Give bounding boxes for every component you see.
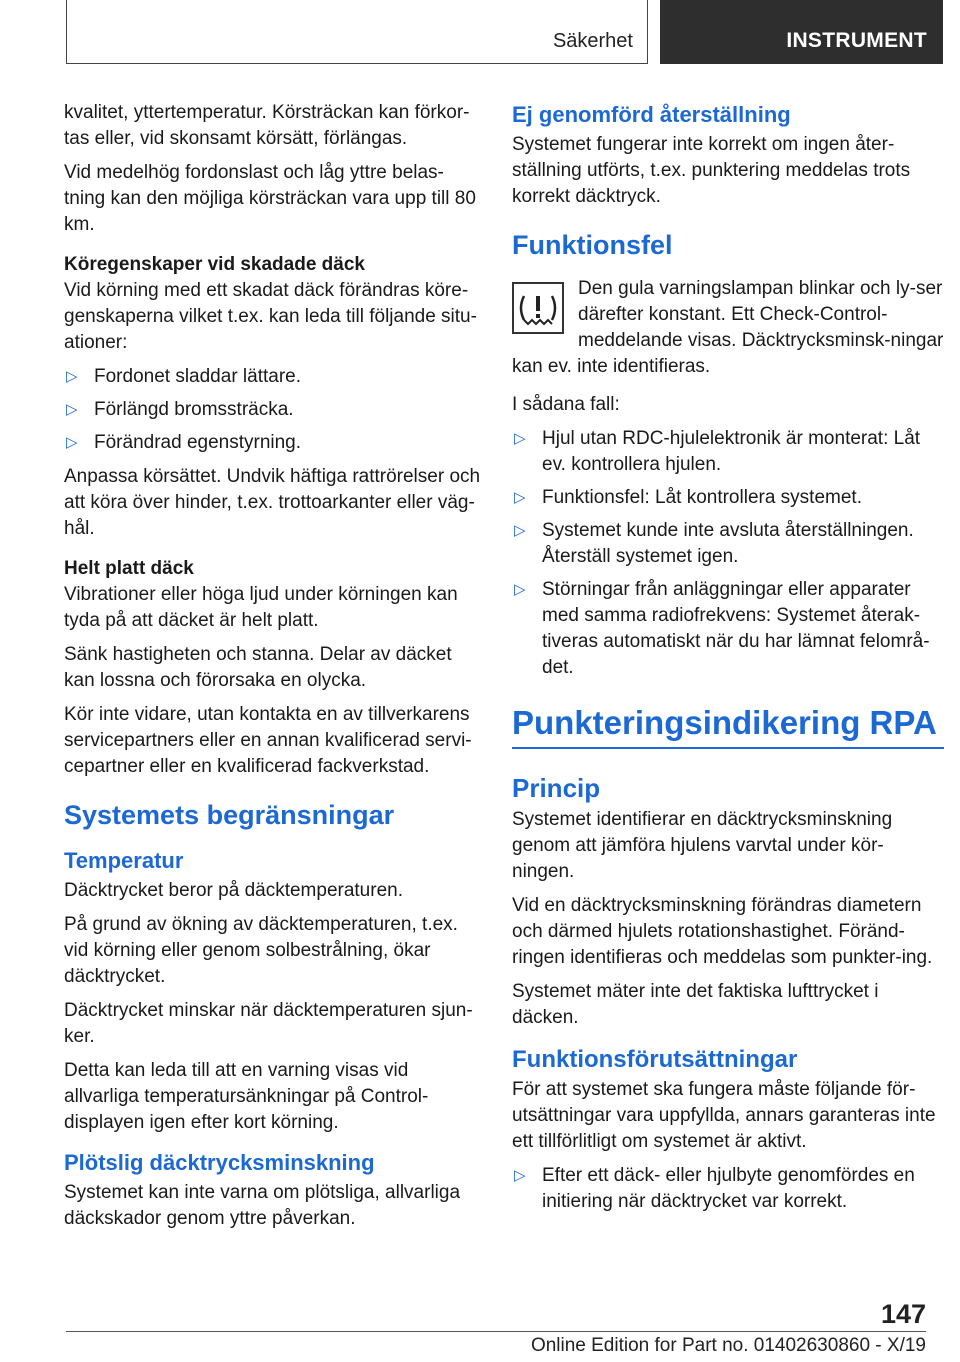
list-item: ▷ Hjul utan RDC-hjulelektronik är monterat: Låt ev. kontrollera hjulen. <box>514 428 921 475</box>
triangle-right-icon: ▷ <box>514 489 526 506</box>
paragraph: kvalitet, yttertemperatur. Körsträckan kan förkor-tas eller, vid skonsamt körsätt, förlängas. <box>64 102 470 149</box>
paragraph: Däcktrycket minskar när däcktemperaturen sjun-ker. <box>64 1000 473 1047</box>
footer-edition: Online Edition for Part no. 01402630860 - X/19 <box>530 1335 926 1356</box>
paragraph: För att systemet ska fungera måste följande för-utsättningar vara uppfyllda, annars garanteras inte ett tillförlitligt om systemet är aktivt. <box>512 1079 936 1152</box>
paragraph: Vid en däcktrycksminskning förändras diametern och därmed hjulets rotationshastighet. Föränd-ringen identifieras och meddelas som punkter-ing. <box>512 895 933 968</box>
paragraph: Kör inte vidare, utan kontakta en av tillverkarens servicepartners eller en annan kvalificerad servi-cepartner eller en kvalificerad fackverkstad. <box>64 704 472 777</box>
page-number: 147 <box>880 1299 926 1329</box>
triangle-right-icon: ▷ <box>66 401 78 418</box>
bullet-list <box>512 1163 944 1215</box>
section-label: Säkerhet <box>552 30 633 52</box>
heading-principle: Princip <box>512 773 601 803</box>
footer-divider <box>66 1331 926 1332</box>
heading-system-limits: Systemets begränsningar <box>64 800 395 830</box>
subheading-driving: Köregenskaper vid skadade däck <box>64 254 365 275</box>
triangle-right-icon: ▷ <box>514 1167 526 1184</box>
paragraph: Anpassa körsättet. Undvik häftiga rattrörelser och att köra över hinder, t.ex. trottoarkanter eller väg-hål. <box>64 466 481 539</box>
paragraph: Systemet kan inte varna om plötsliga, allvarliga däckskador genom yttre påverkan. <box>64 1182 461 1229</box>
triangle-right-icon: ▷ <box>514 581 526 598</box>
list-item: ▷ Systemet kunde inte avsluta återställningen. Återställ systemet igen. <box>514 520 914 567</box>
paragraph: Vibrationer eller höga ljud under körningen kan tyda på att däcket är helt platt. <box>64 584 458 631</box>
paragraph: Sänk hastigheten och stanna. Delar av däcket kan lossna och förorsaka en olycka. <box>64 644 452 691</box>
paragraph: Systemet fungerar inte korrekt om ingen åter-ställning utförts, t.ex. punktering meddelas trots korrekt däcktryck. <box>512 134 911 207</box>
right-column <box>512 100 944 1223</box>
heading-sudden-pressure-loss: Plötslig däcktrycksminskning <box>64 1150 375 1175</box>
heading-reset-not-done: Ej genomförd återställning <box>512 102 791 127</box>
list-item: ▷ Efter ett däck- eller hjulbyte genomfördes en initiering när däcktrycket var korrekt. <box>514 1165 915 1212</box>
triangle-right-icon: ▷ <box>66 434 78 451</box>
heading-prerequisites: Funktionsförutsättningar <box>512 1046 798 1073</box>
chapter-label: INSTRUMENT <box>786 29 927 52</box>
list-item: ▷ Förändrad egenstyrning. <box>64 430 482 456</box>
list-item: ▷ Fordonet sladdar lättare. <box>64 364 482 390</box>
list-item: ▷ Förlängd bromssträcka. <box>64 397 482 423</box>
paragraph: Systemet identifierar en däcktrycksminskning genom att jämföra hjulens varvtal under kör-ningen. <box>512 809 893 882</box>
header-section-tab <box>66 0 648 64</box>
paragraph: Däcktrycket beror på däcktemperaturen. <box>64 880 403 901</box>
paragraph: Systemet mäter inte det faktiska lufttrycket i däcken. <box>512 981 879 1028</box>
paragraph: Vid medelhög fordonslast och låg yttre belas-tning kan den möjliga körsträckan vara upp till 80 km. <box>64 162 476 235</box>
triangle-right-icon: ▷ <box>66 368 78 385</box>
warning-block <box>512 276 944 380</box>
paragraph: På grund av ökning av däcktemperaturen, t.ex. vid körning eller genom solbestrålning, ökar däcktrycket. <box>64 914 458 987</box>
subheading-flat-tire: Helt platt däck <box>64 558 194 579</box>
paragraph: I sådana fall: <box>512 394 620 415</box>
bullet-list <box>64 364 482 456</box>
heading-malfunction: Funktionsfel <box>512 230 673 260</box>
triangle-right-icon: ▷ <box>514 430 526 447</box>
paragraph: Detta kan leda till att en varning visas vid allvarliga temperatursänkningar på Control-displayen igen efter kort körning. <box>64 1060 429 1133</box>
left-column <box>64 100 482 1240</box>
paragraph: Vid körning med ett skadat däck förändras köre-genskaperna vilket t.ex. kan leda till följande situ-ationer: <box>64 280 477 353</box>
paragraph: Den gula varningslampan blinkar och ly-ser därefter konstant. Ett Check-Control-meddelande visas. Däcktrycksminsk-ningar kan ev. inte identifieras. <box>512 278 944 377</box>
list-item: ▷ Störningar från anläggningar eller apparater med samma radiofrekvens: Systemet återak-tiveras automatiskt när du har lämnat felområ-det. <box>514 579 930 678</box>
bullet-list <box>512 426 944 681</box>
triangle-right-icon: ▷ <box>514 522 526 539</box>
header-chapter-tab <box>660 0 943 64</box>
tire-pressure-warning-icon <box>512 282 564 334</box>
list-item: ▷ Funktionsfel: Låt kontrollera systemet. <box>512 485 944 511</box>
heading-temperature: Temperatur <box>64 848 184 873</box>
heading-rpa: Punkteringsindikering RPA <box>512 701 944 749</box>
